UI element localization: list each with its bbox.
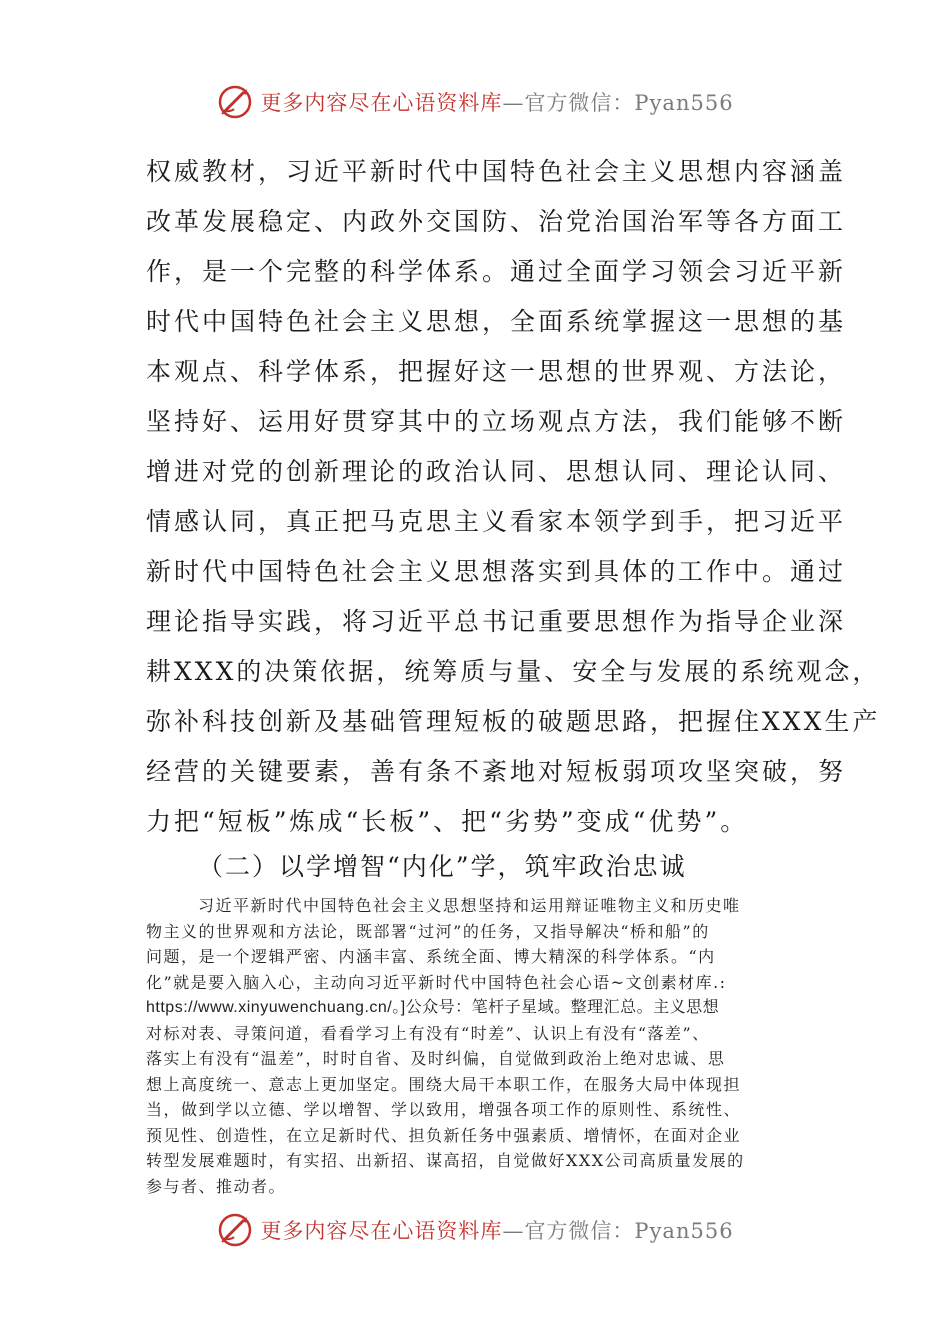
small-paragraph-line: 想上高度统一、意志上更加坚定。围绕大局干本职工作，在服务大局中体现担 xyxy=(146,1074,742,1094)
body-paragraph xyxy=(146,147,881,847)
small-paragraph-line: 预见性、创造性，在立足新时代、担负新任务中强素质、增情怀，在面对企业 xyxy=(146,1125,742,1145)
section-heading: （二）以学增智“内化”学，筑牢政治忠诚 xyxy=(198,852,687,881)
banner-text xyxy=(260,87,733,117)
brand-text: 更多内容尽在心语资料库 xyxy=(260,1219,503,1243)
paragraph-line: 改革发展稳定、内政外交国防、治党治国治军等各方面工 xyxy=(146,207,847,236)
footer-banner xyxy=(0,1208,950,1252)
header-banner xyxy=(0,80,950,124)
paragraph-line: 本观点、科学体系，把握好这一思想的世界观、方法论， xyxy=(146,357,847,386)
small-paragraph-line: 习近平新时代中国特色社会主义思想坚持和运用辩证唯物主义和历史唯 xyxy=(198,896,741,915)
paragraph-line: 情感认同，真正把马克思主义看家本领学到手，把习近平 xyxy=(146,507,847,536)
small-paragraph-line: 落实上有没有“温差”，时时自省、及时纠偏，自觉做到政治上绝对忠诚、思 xyxy=(146,1049,726,1068)
paragraph-line: 耕XXX的决策依据，统筹质与量、安全与发展的系统观念， xyxy=(146,657,881,686)
pen-logo-icon xyxy=(216,1211,254,1249)
small-paragraph-line: 参与者、推动者。 xyxy=(146,1176,287,1196)
small-paragraph-line-url: https://www.xinyuwenchuang.cn/。]公众号：笔杆子星域。整理汇总。主义思想 xyxy=(146,999,720,1016)
paragraph-line: 坚持好、运用好贯穿其中的立场观点方法，我们能够不断 xyxy=(146,407,847,436)
paragraph-line: 理论指导实践，将习近平总书记重要思想作为指导企业深 xyxy=(146,607,847,636)
paragraph-line: 新时代中国特色社会主义思想落实到具体的工作中。通过 xyxy=(146,557,847,586)
small-paragraph-line: 问题，是一个逻辑严密、内涵丰富、系统全面、博大精深的科学体系。“内 xyxy=(146,947,716,966)
paragraph-line: 权威教材，习近平新时代中国特色社会主义思想内容涵盖 xyxy=(146,157,847,186)
small-paragraph-line: 物主义的世界观和方法论，既部署“过河”的任务，又指导解决“桥和船”的 xyxy=(146,921,710,941)
small-paragraph-line: 对标对表、寻策问道，看看学习上有没有“时差”、认识上有没有“落差”、 xyxy=(146,1023,710,1043)
small-paragraph-line: 转型发展难题时，有实招、出新招、谋高招，自觉做好XXX公司高质量发展的 xyxy=(146,1151,745,1170)
paragraph-line: 增进对党的创新理论的政治认同、思想认同、理论认同、 xyxy=(146,457,847,486)
contact-text: —官方微信：Pyan556 xyxy=(502,1219,734,1243)
paragraph-line: 时代中国特色社会主义思想，全面系统掌握这一思想的基 xyxy=(146,307,847,336)
banner-text xyxy=(260,1215,733,1245)
small-paragraph-line: 化”就是要入脑入心，主动向习近平新时代中国特色社会心语~文创素材库.: xyxy=(146,972,727,992)
small-paragraph-line: 当，做到学以立德、学以增智、学以致用，增强各项工作的原则性、系统性、 xyxy=(146,1100,742,1119)
brand-text: 更多内容尽在心语资料库 xyxy=(260,91,503,115)
paragraph-line: 经营的关键要素，善有条不紊地对短板弱项攻坚突破，努 xyxy=(146,757,847,786)
small-paragraph xyxy=(146,893,811,1199)
pen-logo-icon xyxy=(216,83,254,121)
paragraph-line: 力把“短板”炼成“长板”、把“劣势”变成“优势”。 xyxy=(146,807,749,836)
contact-text: —官方微信：Pyan556 xyxy=(502,91,734,115)
paragraph-line: 作，是一个完整的科学体系。通过全面学习领会习近平新 xyxy=(146,257,847,286)
paragraph-line: 弥补科技创新及基础管理短板的破题思路，把握住XXX生产 xyxy=(146,707,881,736)
